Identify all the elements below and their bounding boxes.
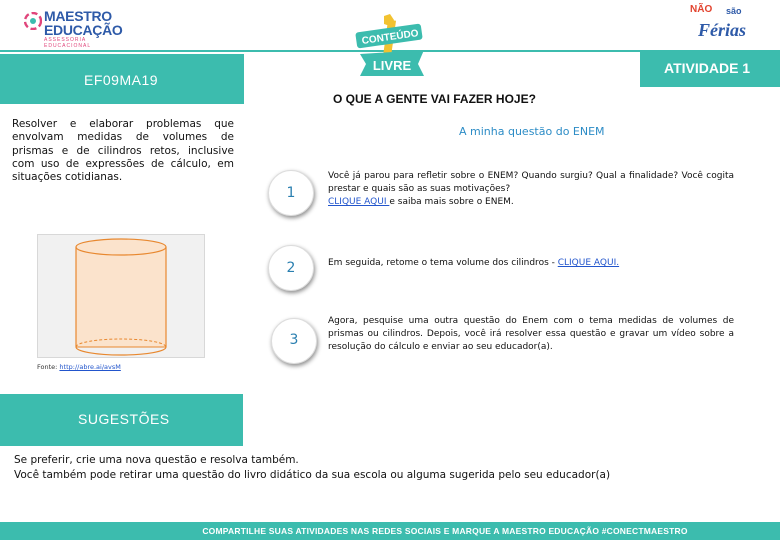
suggestion-line-1: Se preferir, crie uma nova questão e resolva também. <box>14 454 299 466</box>
campaign-small-text: NÃO <box>690 4 713 15</box>
suggestions-title: SUGESTÕES <box>78 411 170 427</box>
footer-text: COMPARTILHE SUAS ATIVIDADES NAS REDES SOCIAIS E MARQUE A MAESTRO EDUCAÇÃO #CONECTMAESTRO <box>202 526 688 536</box>
step-3-text: Agora, pesquise uma outra questão do Enem com o tema medidas de volumes de prismas ou cilindros. Depois, você irá resolver essa questão e gravar um vídeo sobre a resolução do cálculo e enviar ao seu educador(a). <box>328 316 734 352</box>
badge-top-text: CONTEÚDO <box>361 28 420 47</box>
skill-code: EF09MA19 <box>84 72 159 88</box>
logo-tagline: ASSESSORIA EDUCACIONAL <box>44 37 92 49</box>
page-title: O QUE A GENTE VAI FAZER HOJE? <box>333 92 536 106</box>
campaign-small-text-2: são <box>726 6 742 16</box>
maestro-logo <box>24 8 124 48</box>
step-2-text: Em seguida, retome o tema volume dos cilindros - CLIQUE AQUI. <box>328 258 620 268</box>
step-1-number: 1 <box>286 185 296 201</box>
source-link[interactable]: http://abre.ai/avsM <box>59 363 121 371</box>
logo-name: MAESTRO EDUCAÇÃO <box>44 8 123 38</box>
section-subtitle: A minha questão do ENEM <box>459 125 605 138</box>
step-1-text: Você já parou para refletir sobre o ENEM? Quando surgiu? Qual a finalidade? Você cogita prestar e quais são as suas motivações? CLIQUE AQUI e saiba mais sobre o ENEM. <box>328 171 734 207</box>
step-2-number: 2 <box>286 260 296 276</box>
learning-objective: Resolver e elaborar problemas que envolvam medidas de volumes de prismas e de cilindros retos, inclusive com uso de expressões de cálculo, em situações cotidianas. <box>12 118 234 184</box>
suggestions-body <box>14 453 754 483</box>
suggestion-line-2: Você também pode retirar uma questão do livro didático da sua escola ou alguma sugerida pelo seu educador(a) <box>14 469 611 481</box>
step-1-link[interactable]: CLIQUE AQUI <box>328 197 390 207</box>
cylinder-icon <box>38 235 206 359</box>
logo-mark-icon <box>24 12 42 30</box>
step-3-number: 3 <box>289 332 299 348</box>
source-label: Fonte: <box>37 363 60 371</box>
cylinder-illustration <box>37 234 205 358</box>
activity-label: ATIVIDADE 1 <box>664 60 751 76</box>
campaign-main-text: Férias <box>698 20 747 40</box>
conteudo-livre-badge <box>354 14 430 78</box>
step-2-link[interactable]: CLIQUE AQUI. <box>557 258 620 268</box>
badge-bottom-text: LIVRE <box>372 58 412 73</box>
image-source <box>37 363 121 371</box>
ferias-campaign-logo <box>690 4 760 46</box>
